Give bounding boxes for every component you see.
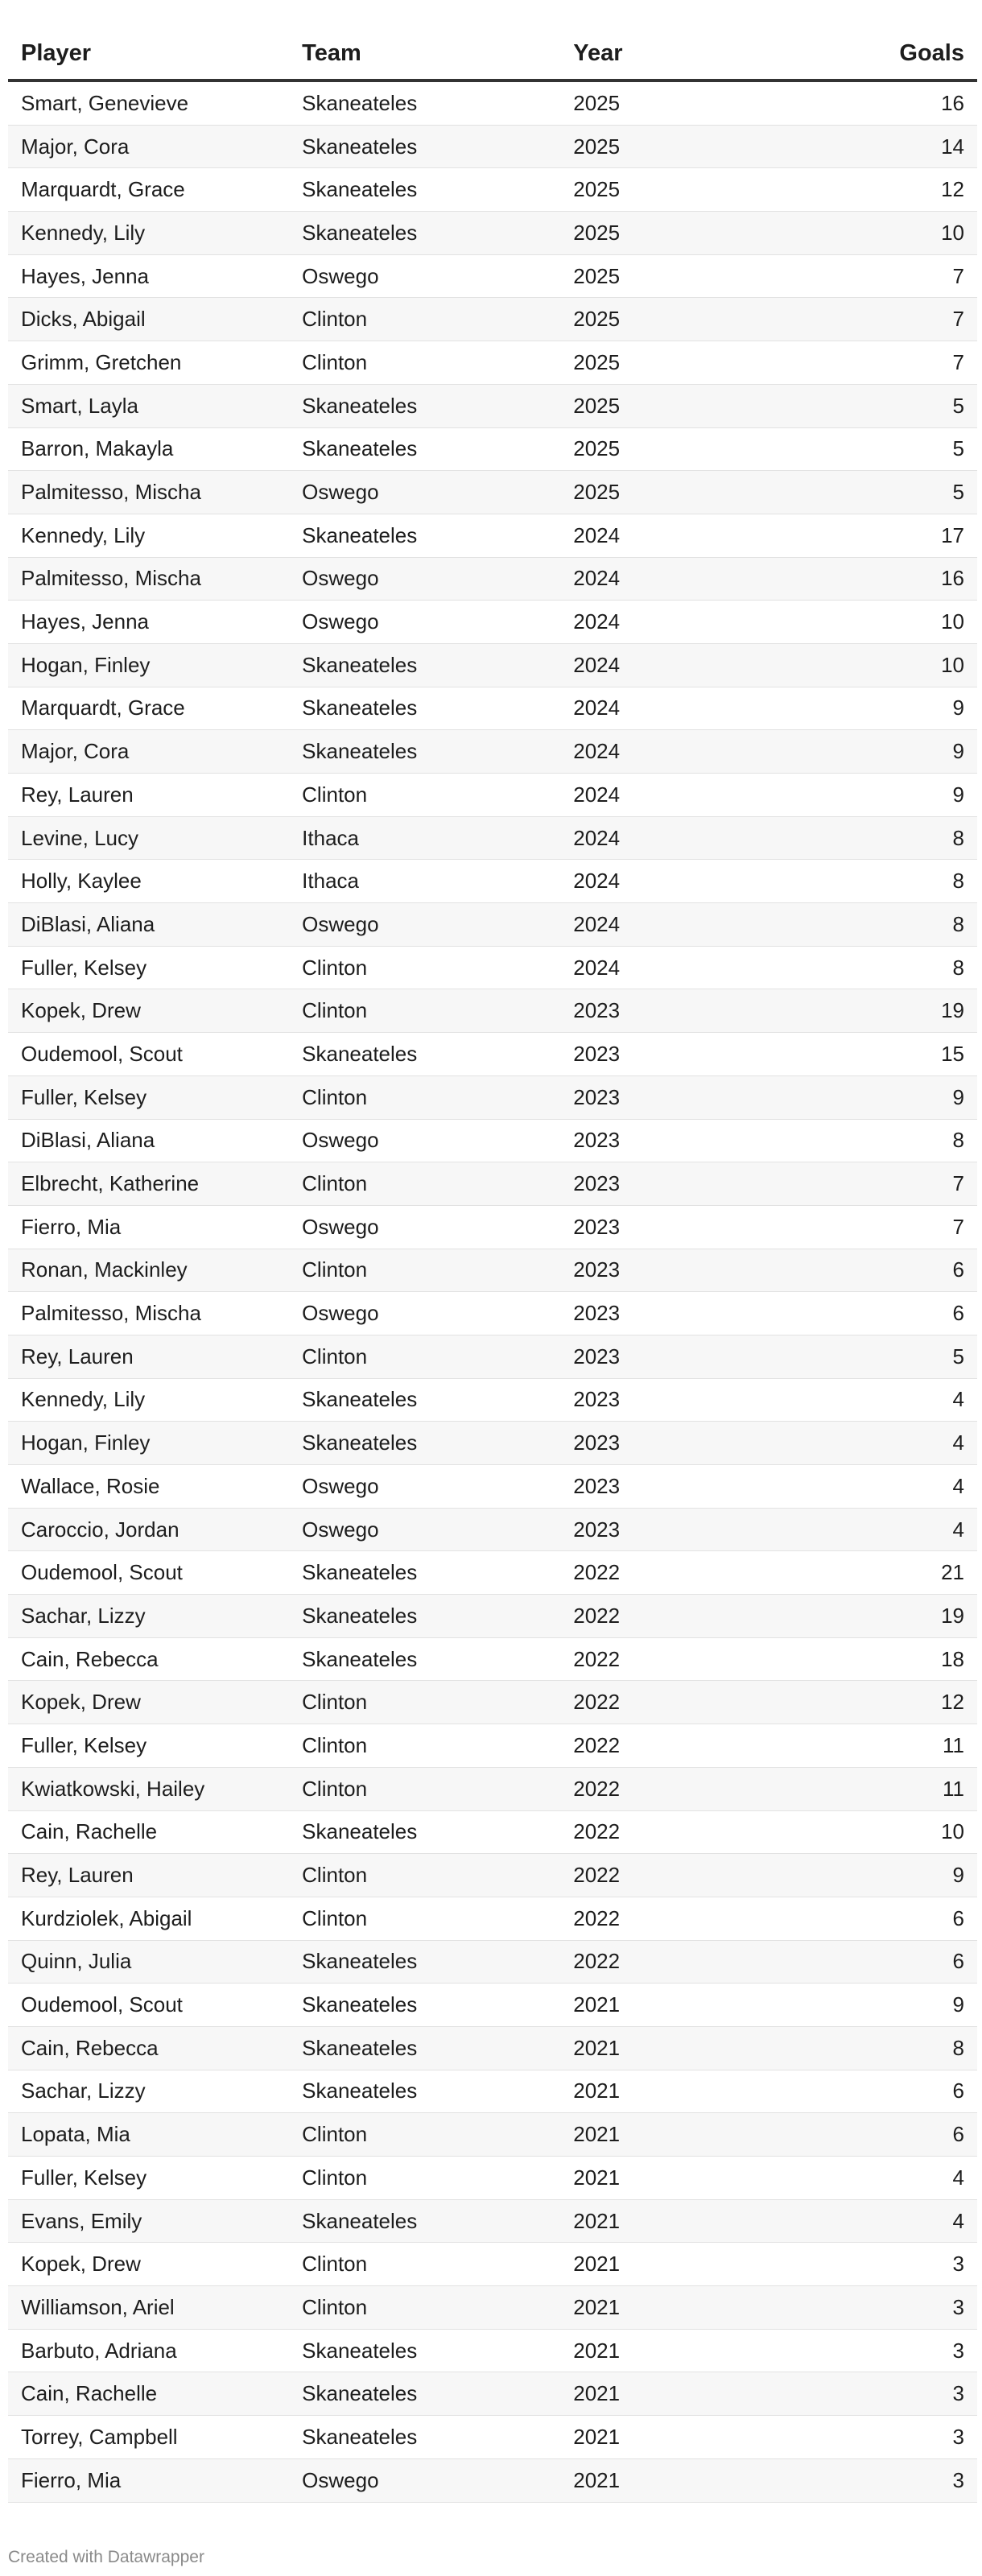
table-cell-goals: 19 <box>793 989 977 1033</box>
table-cell-goals: 7 <box>793 1205 977 1249</box>
table-row <box>8 1378 977 1422</box>
table-cell-year: 2024 <box>560 946 793 989</box>
table-cell-team: Clinton <box>289 1162 560 1206</box>
table-cell-goals: 3 <box>793 2372 977 2416</box>
table-cell-player: DiBlasi, Aliana <box>8 903 289 947</box>
table-cell-player: Hayes, Jenna <box>8 601 289 644</box>
table-cell-player: Kennedy, Lily <box>8 212 289 255</box>
table-row <box>8 1033 977 1076</box>
table-row <box>8 2372 977 2416</box>
table-row <box>8 601 977 644</box>
table-row <box>8 1854 977 1897</box>
table-cell-year: 2022 <box>560 1897 793 1940</box>
table-cell-goals: 16 <box>793 80 977 125</box>
table-cell-year: 2024 <box>560 730 793 774</box>
table-cell-player: Fierro, Mia <box>8 2458 289 2502</box>
table-row <box>8 168 977 212</box>
table-cell-player: Kopek, Drew <box>8 989 289 1033</box>
table-cell-team: Skaneateles <box>289 2416 560 2459</box>
table-cell-year: 2022 <box>560 1595 793 1638</box>
table-cell-goals: 16 <box>793 557 977 601</box>
table-cell-year: 2025 <box>560 341 793 385</box>
table-cell-year: 2023 <box>560 1249 793 1292</box>
table-cell-team: Clinton <box>289 1854 560 1897</box>
table-cell-team: Skaneateles <box>289 427 560 471</box>
table-cell-player: Hogan, Finley <box>8 1422 289 1465</box>
table-cell-player: Rey, Lauren <box>8 774 289 817</box>
table-row <box>8 2113 977 2157</box>
table-cell-team: Skaneateles <box>289 384 560 427</box>
table-cell-year: 2024 <box>560 643 793 687</box>
table-row <box>8 2157 977 2200</box>
table-cell-player: Smart, Layla <box>8 384 289 427</box>
table-cell-team: Skaneateles <box>289 1033 560 1076</box>
table-cell-year: 2025 <box>560 384 793 427</box>
table-cell-goals: 15 <box>793 1033 977 1076</box>
table-cell-team: Skaneateles <box>289 514 560 557</box>
table-cell-team: Skaneateles <box>289 1810 560 1854</box>
table-cell-goals: 4 <box>793 1465 977 1509</box>
table-row <box>8 1984 977 2027</box>
table-cell-goals: 6 <box>793 2070 977 2113</box>
table-cell-player: Quinn, Julia <box>8 1940 289 1984</box>
table-row <box>8 80 977 125</box>
table-cell-year: 2025 <box>560 80 793 125</box>
table-row <box>8 2243 977 2286</box>
table-cell-year: 2022 <box>560 1940 793 1984</box>
table-cell-team: Skaneateles <box>289 2026 560 2070</box>
table-cell-team: Skaneateles <box>289 80 560 125</box>
table-row <box>8 1205 977 1249</box>
table-cell-team: Skaneateles <box>289 168 560 212</box>
table-cell-team: Clinton <box>289 1897 560 1940</box>
table-cell-goals: 14 <box>793 125 977 168</box>
table-cell-year: 2023 <box>560 989 793 1033</box>
table-row <box>8 1724 977 1768</box>
table-cell-year: 2021 <box>560 2416 793 2459</box>
table-row <box>8 687 977 730</box>
table-cell-year: 2025 <box>560 125 793 168</box>
table-cell-team: Skaneateles <box>289 212 560 255</box>
table-row <box>8 254 977 298</box>
table-row <box>8 514 977 557</box>
table-cell-year: 2021 <box>560 2026 793 2070</box>
table-row <box>8 1075 977 1119</box>
table-cell-player: Palmitesso, Mischa <box>8 471 289 514</box>
table-cell-year: 2023 <box>560 1335 793 1378</box>
table-cell-player: Barbuto, Adriana <box>8 2329 289 2372</box>
table-cell-goals: 21 <box>793 1551 977 1595</box>
table-cell-player: Fuller, Kelsey <box>8 1075 289 1119</box>
column-header-goals[interactable]: Goals <box>793 27 977 80</box>
table-cell-team: Skaneateles <box>289 730 560 774</box>
table-cell-year: 2022 <box>560 1637 793 1681</box>
table-cell-player: Rey, Lauren <box>8 1854 289 1897</box>
table-cell-year: 2022 <box>560 1810 793 1854</box>
table-cell-player: Kurdziolek, Abigail <box>8 1897 289 1940</box>
table-cell-team: Clinton <box>289 1075 560 1119</box>
table-cell-team: Clinton <box>289 341 560 385</box>
table-cell-player: Kennedy, Lily <box>8 514 289 557</box>
table-cell-goals: 7 <box>793 254 977 298</box>
table-row <box>8 1810 977 1854</box>
table-cell-goals: 6 <box>793 1292 977 1335</box>
table-cell-player: Fuller, Kelsey <box>8 1724 289 1768</box>
table-cell-year: 2022 <box>560 1854 793 1897</box>
table-cell-year: 2025 <box>560 168 793 212</box>
table-cell-player: Cain, Rebecca <box>8 1637 289 1681</box>
table-cell-year: 2022 <box>560 1724 793 1768</box>
table-cell-year: 2023 <box>560 1508 793 1551</box>
table-cell-year: 2024 <box>560 514 793 557</box>
table-cell-goals: 5 <box>793 1335 977 1378</box>
table-cell-team: Clinton <box>289 2157 560 2200</box>
table-cell-team: Clinton <box>289 2113 560 2157</box>
table-cell-goals: 9 <box>793 1854 977 1897</box>
table-cell-player: Palmitesso, Mischa <box>8 557 289 601</box>
table-body <box>8 80 977 2502</box>
table-row <box>8 1897 977 1940</box>
table-cell-player: Major, Cora <box>8 730 289 774</box>
table-row <box>8 212 977 255</box>
table-cell-team: Skaneateles <box>289 2199 560 2243</box>
table-cell-year: 2021 <box>560 2157 793 2200</box>
table-cell-year: 2023 <box>560 1292 793 1335</box>
table-cell-year: 2023 <box>560 1075 793 1119</box>
table-cell-year: 2023 <box>560 1033 793 1076</box>
table-cell-goals: 8 <box>793 946 977 989</box>
table-cell-year: 2021 <box>560 2243 793 2286</box>
table-cell-team: Clinton <box>289 2286 560 2330</box>
table-row <box>8 341 977 385</box>
goals-table <box>8 27 977 2503</box>
table-cell-year: 2023 <box>560 1422 793 1465</box>
table-cell-team: Skaneateles <box>289 1984 560 2027</box>
table-row <box>8 2026 977 2070</box>
table-row <box>8 989 977 1033</box>
table-cell-player: Cain, Rachelle <box>8 2372 289 2416</box>
table-cell-team: Oswego <box>289 2458 560 2502</box>
table-header <box>8 27 977 80</box>
table-cell-player: Cain, Rebecca <box>8 2026 289 2070</box>
table-cell-team: Skaneateles <box>289 1422 560 1465</box>
table-cell-goals: 11 <box>793 1767 977 1810</box>
table-cell-team: Clinton <box>289 298 560 341</box>
table-cell-goals: 8 <box>793 2026 977 2070</box>
table-cell-year: 2021 <box>560 2070 793 2113</box>
column-header-team[interactable]: Team <box>289 27 560 80</box>
table-row <box>8 1335 977 1378</box>
table-cell-team: Skaneateles <box>289 2372 560 2416</box>
table-cell-player: Elbrecht, Katherine <box>8 1162 289 1206</box>
table-cell-goals: 10 <box>793 1810 977 1854</box>
table-row <box>8 2329 977 2372</box>
table-cell-player: Wallace, Rosie <box>8 1465 289 1509</box>
table-cell-goals: 8 <box>793 903 977 947</box>
table-row <box>8 1422 977 1465</box>
table-cell-player: Dicks, Abigail <box>8 298 289 341</box>
table-cell-team: Skaneateles <box>289 1940 560 1984</box>
table-cell-goals: 3 <box>793 2243 977 2286</box>
table-cell-player: Smart, Genevieve <box>8 80 289 125</box>
table-row <box>8 2458 977 2502</box>
table-cell-player: Ronan, Mackinley <box>8 1249 289 1292</box>
table-cell-goals: 6 <box>793 2113 977 2157</box>
table-cell-year: 2022 <box>560 1767 793 1810</box>
table-cell-team: Skaneateles <box>289 1637 560 1681</box>
table-cell-goals: 5 <box>793 471 977 514</box>
table-row <box>8 1595 977 1638</box>
table-cell-team: Skaneateles <box>289 2070 560 2113</box>
table-cell-year: 2023 <box>560 1465 793 1509</box>
table-row <box>8 2199 977 2243</box>
table-cell-year: 2024 <box>560 774 793 817</box>
table-cell-team: Clinton <box>289 989 560 1033</box>
table-cell-team: Clinton <box>289 774 560 817</box>
table-row <box>8 946 977 989</box>
table-row <box>8 816 977 860</box>
table-cell-team: Clinton <box>289 1681 560 1724</box>
table-cell-goals: 5 <box>793 427 977 471</box>
table-cell-goals: 11 <box>793 1724 977 1768</box>
goals-table-container <box>8 27 977 2503</box>
table-cell-player: Barron, Makayla <box>8 427 289 471</box>
table-cell-year: 2023 <box>560 1119 793 1162</box>
table-cell-year: 2021 <box>560 2113 793 2157</box>
table-cell-year: 2025 <box>560 427 793 471</box>
table-cell-year: 2024 <box>560 557 793 601</box>
table-cell-player: Palmitesso, Mischa <box>8 1292 289 1335</box>
table-cell-team: Clinton <box>289 1249 560 1292</box>
table-cell-year: 2021 <box>560 2372 793 2416</box>
table-cell-goals: 9 <box>793 1075 977 1119</box>
table-cell-team: Ithaca <box>289 860 560 903</box>
column-header-player[interactable]: Player <box>8 27 289 80</box>
table-cell-player: Torrey, Campbell <box>8 2416 289 2459</box>
table-row <box>8 557 977 601</box>
table-cell-goals: 3 <box>793 2416 977 2459</box>
table-row <box>8 2070 977 2113</box>
table-row <box>8 1681 977 1724</box>
header-row <box>8 27 977 80</box>
table-row <box>8 730 977 774</box>
table-cell-goals: 17 <box>793 514 977 557</box>
table-row <box>8 471 977 514</box>
table-row <box>8 298 977 341</box>
table-cell-goals: 4 <box>793 1378 977 1422</box>
table-cell-team: Oswego <box>289 1119 560 1162</box>
table-row <box>8 427 977 471</box>
table-cell-player: Sachar, Lizzy <box>8 1595 289 1638</box>
table-row <box>8 1119 977 1162</box>
table-cell-year: 2021 <box>560 2199 793 2243</box>
table-row <box>8 2416 977 2459</box>
table-cell-goals: 7 <box>793 1162 977 1206</box>
table-cell-goals: 9 <box>793 1984 977 2027</box>
table-cell-year: 2024 <box>560 687 793 730</box>
table-cell-year: 2021 <box>560 2329 793 2372</box>
table-row <box>8 1767 977 1810</box>
table-cell-team: Clinton <box>289 1335 560 1378</box>
table-cell-player: Fuller, Kelsey <box>8 2157 289 2200</box>
table-cell-team: Clinton <box>289 1767 560 1810</box>
table-cell-goals: 6 <box>793 1249 977 1292</box>
table-row <box>8 384 977 427</box>
table-cell-year: 2024 <box>560 601 793 644</box>
table-cell-goals: 7 <box>793 298 977 341</box>
table-cell-team: Skaneateles <box>289 687 560 730</box>
table-cell-year: 2025 <box>560 298 793 341</box>
table-cell-team: Oswego <box>289 903 560 947</box>
table-cell-goals: 18 <box>793 1637 977 1681</box>
table-cell-player: Caroccio, Jordan <box>8 1508 289 1551</box>
table-cell-player: Oudemool, Scout <box>8 1551 289 1595</box>
table-row <box>8 1940 977 1984</box>
table-cell-team: Clinton <box>289 1724 560 1768</box>
table-cell-year: 2021 <box>560 1984 793 2027</box>
table-row <box>8 643 977 687</box>
table-cell-player: Holly, Kaylee <box>8 860 289 903</box>
table-cell-year: 2021 <box>560 2458 793 2502</box>
table-cell-goals: 5 <box>793 384 977 427</box>
table-cell-goals: 4 <box>793 1508 977 1551</box>
table-cell-player: Kopek, Drew <box>8 2243 289 2286</box>
table-cell-goals: 4 <box>793 2157 977 2200</box>
table-cell-year: 2024 <box>560 816 793 860</box>
table-cell-team: Oswego <box>289 601 560 644</box>
table-cell-team: Oswego <box>289 471 560 514</box>
table-cell-team: Oswego <box>289 1292 560 1335</box>
table-cell-player: Marquardt, Grace <box>8 687 289 730</box>
table-row <box>8 1637 977 1681</box>
table-row <box>8 2286 977 2330</box>
table-cell-goals: 3 <box>793 2329 977 2372</box>
table-cell-player: Lopata, Mia <box>8 2113 289 2157</box>
table-cell-player: Major, Cora <box>8 125 289 168</box>
table-cell-goals: 8 <box>793 1119 977 1162</box>
table-cell-team: Clinton <box>289 946 560 989</box>
table-cell-player: Marquardt, Grace <box>8 168 289 212</box>
table-cell-player: Cain, Rachelle <box>8 1810 289 1854</box>
table-cell-year: 2025 <box>560 254 793 298</box>
table-cell-year: 2022 <box>560 1551 793 1595</box>
table-row <box>8 774 977 817</box>
table-cell-goals: 10 <box>793 601 977 644</box>
table-cell-team: Oswego <box>289 254 560 298</box>
table-cell-player: Kopek, Drew <box>8 1681 289 1724</box>
table-cell-goals: 8 <box>793 816 977 860</box>
table-cell-player: Oudemool, Scout <box>8 1033 289 1076</box>
table-cell-goals: 4 <box>793 2199 977 2243</box>
table-cell-player: Sachar, Lizzy <box>8 2070 289 2113</box>
table-cell-goals: 3 <box>793 2458 977 2502</box>
table-cell-goals: 12 <box>793 1681 977 1724</box>
table-cell-year: 2023 <box>560 1162 793 1206</box>
table-row <box>8 1551 977 1595</box>
table-cell-goals: 3 <box>793 2286 977 2330</box>
table-cell-year: 2025 <box>560 212 793 255</box>
column-header-year[interactable]: Year <box>560 27 793 80</box>
table-cell-goals: 10 <box>793 212 977 255</box>
table-cell-year: 2022 <box>560 1681 793 1724</box>
table-cell-player: DiBlasi, Aliana <box>8 1119 289 1162</box>
table-cell-goals: 7 <box>793 341 977 385</box>
table-cell-goals: 12 <box>793 168 977 212</box>
table-cell-team: Skaneateles <box>289 125 560 168</box>
table-cell-year: 2024 <box>560 860 793 903</box>
table-cell-team: Oswego <box>289 557 560 601</box>
table-cell-goals: 8 <box>793 860 977 903</box>
table-cell-player: Williamson, Ariel <box>8 2286 289 2330</box>
table-cell-year: 2025 <box>560 471 793 514</box>
table-row <box>8 1292 977 1335</box>
table-cell-goals: 9 <box>793 687 977 730</box>
table-cell-goals: 9 <box>793 774 977 817</box>
table-cell-player: Kennedy, Lily <box>8 1378 289 1422</box>
table-cell-year: 2021 <box>560 2286 793 2330</box>
table-cell-player: Grimm, Gretchen <box>8 341 289 385</box>
table-cell-team: Ithaca <box>289 816 560 860</box>
table-cell-player: Rey, Lauren <box>8 1335 289 1378</box>
table-cell-player: Kwiatkowski, Hailey <box>8 1767 289 1810</box>
table-row <box>8 1249 977 1292</box>
table-cell-team: Skaneateles <box>289 2329 560 2372</box>
table-cell-goals: 6 <box>793 1897 977 1940</box>
table-cell-team: Oswego <box>289 1508 560 1551</box>
table-cell-player: Evans, Emily <box>8 2199 289 2243</box>
table-cell-team: Skaneateles <box>289 1595 560 1638</box>
table-cell-goals: 6 <box>793 1940 977 1984</box>
attribution-footer: Created with Datawrapper <box>8 2548 204 2566</box>
table-cell-player: Oudemool, Scout <box>8 1984 289 2027</box>
table-cell-goals: 9 <box>793 730 977 774</box>
table-cell-team: Oswego <box>289 1205 560 1249</box>
table-row <box>8 125 977 168</box>
table-row <box>8 1162 977 1206</box>
table-row <box>8 860 977 903</box>
table-cell-year: 2024 <box>560 903 793 947</box>
table-cell-team: Skaneateles <box>289 643 560 687</box>
table-cell-goals: 19 <box>793 1595 977 1638</box>
table-cell-player: Fierro, Mia <box>8 1205 289 1249</box>
table-row <box>8 1465 977 1509</box>
table-cell-team: Skaneateles <box>289 1551 560 1595</box>
table-cell-goals: 4 <box>793 1422 977 1465</box>
table-cell-team: Oswego <box>289 1465 560 1509</box>
table-cell-year: 2023 <box>560 1378 793 1422</box>
table-cell-player: Hogan, Finley <box>8 643 289 687</box>
table-cell-goals: 10 <box>793 643 977 687</box>
table-cell-player: Fuller, Kelsey <box>8 946 289 989</box>
table-cell-team: Skaneateles <box>289 1378 560 1422</box>
table-cell-player: Levine, Lucy <box>8 816 289 860</box>
table-cell-player: Hayes, Jenna <box>8 254 289 298</box>
table-cell-team: Clinton <box>289 2243 560 2286</box>
table-row <box>8 903 977 947</box>
table-cell-year: 2023 <box>560 1205 793 1249</box>
table-row <box>8 1508 977 1551</box>
